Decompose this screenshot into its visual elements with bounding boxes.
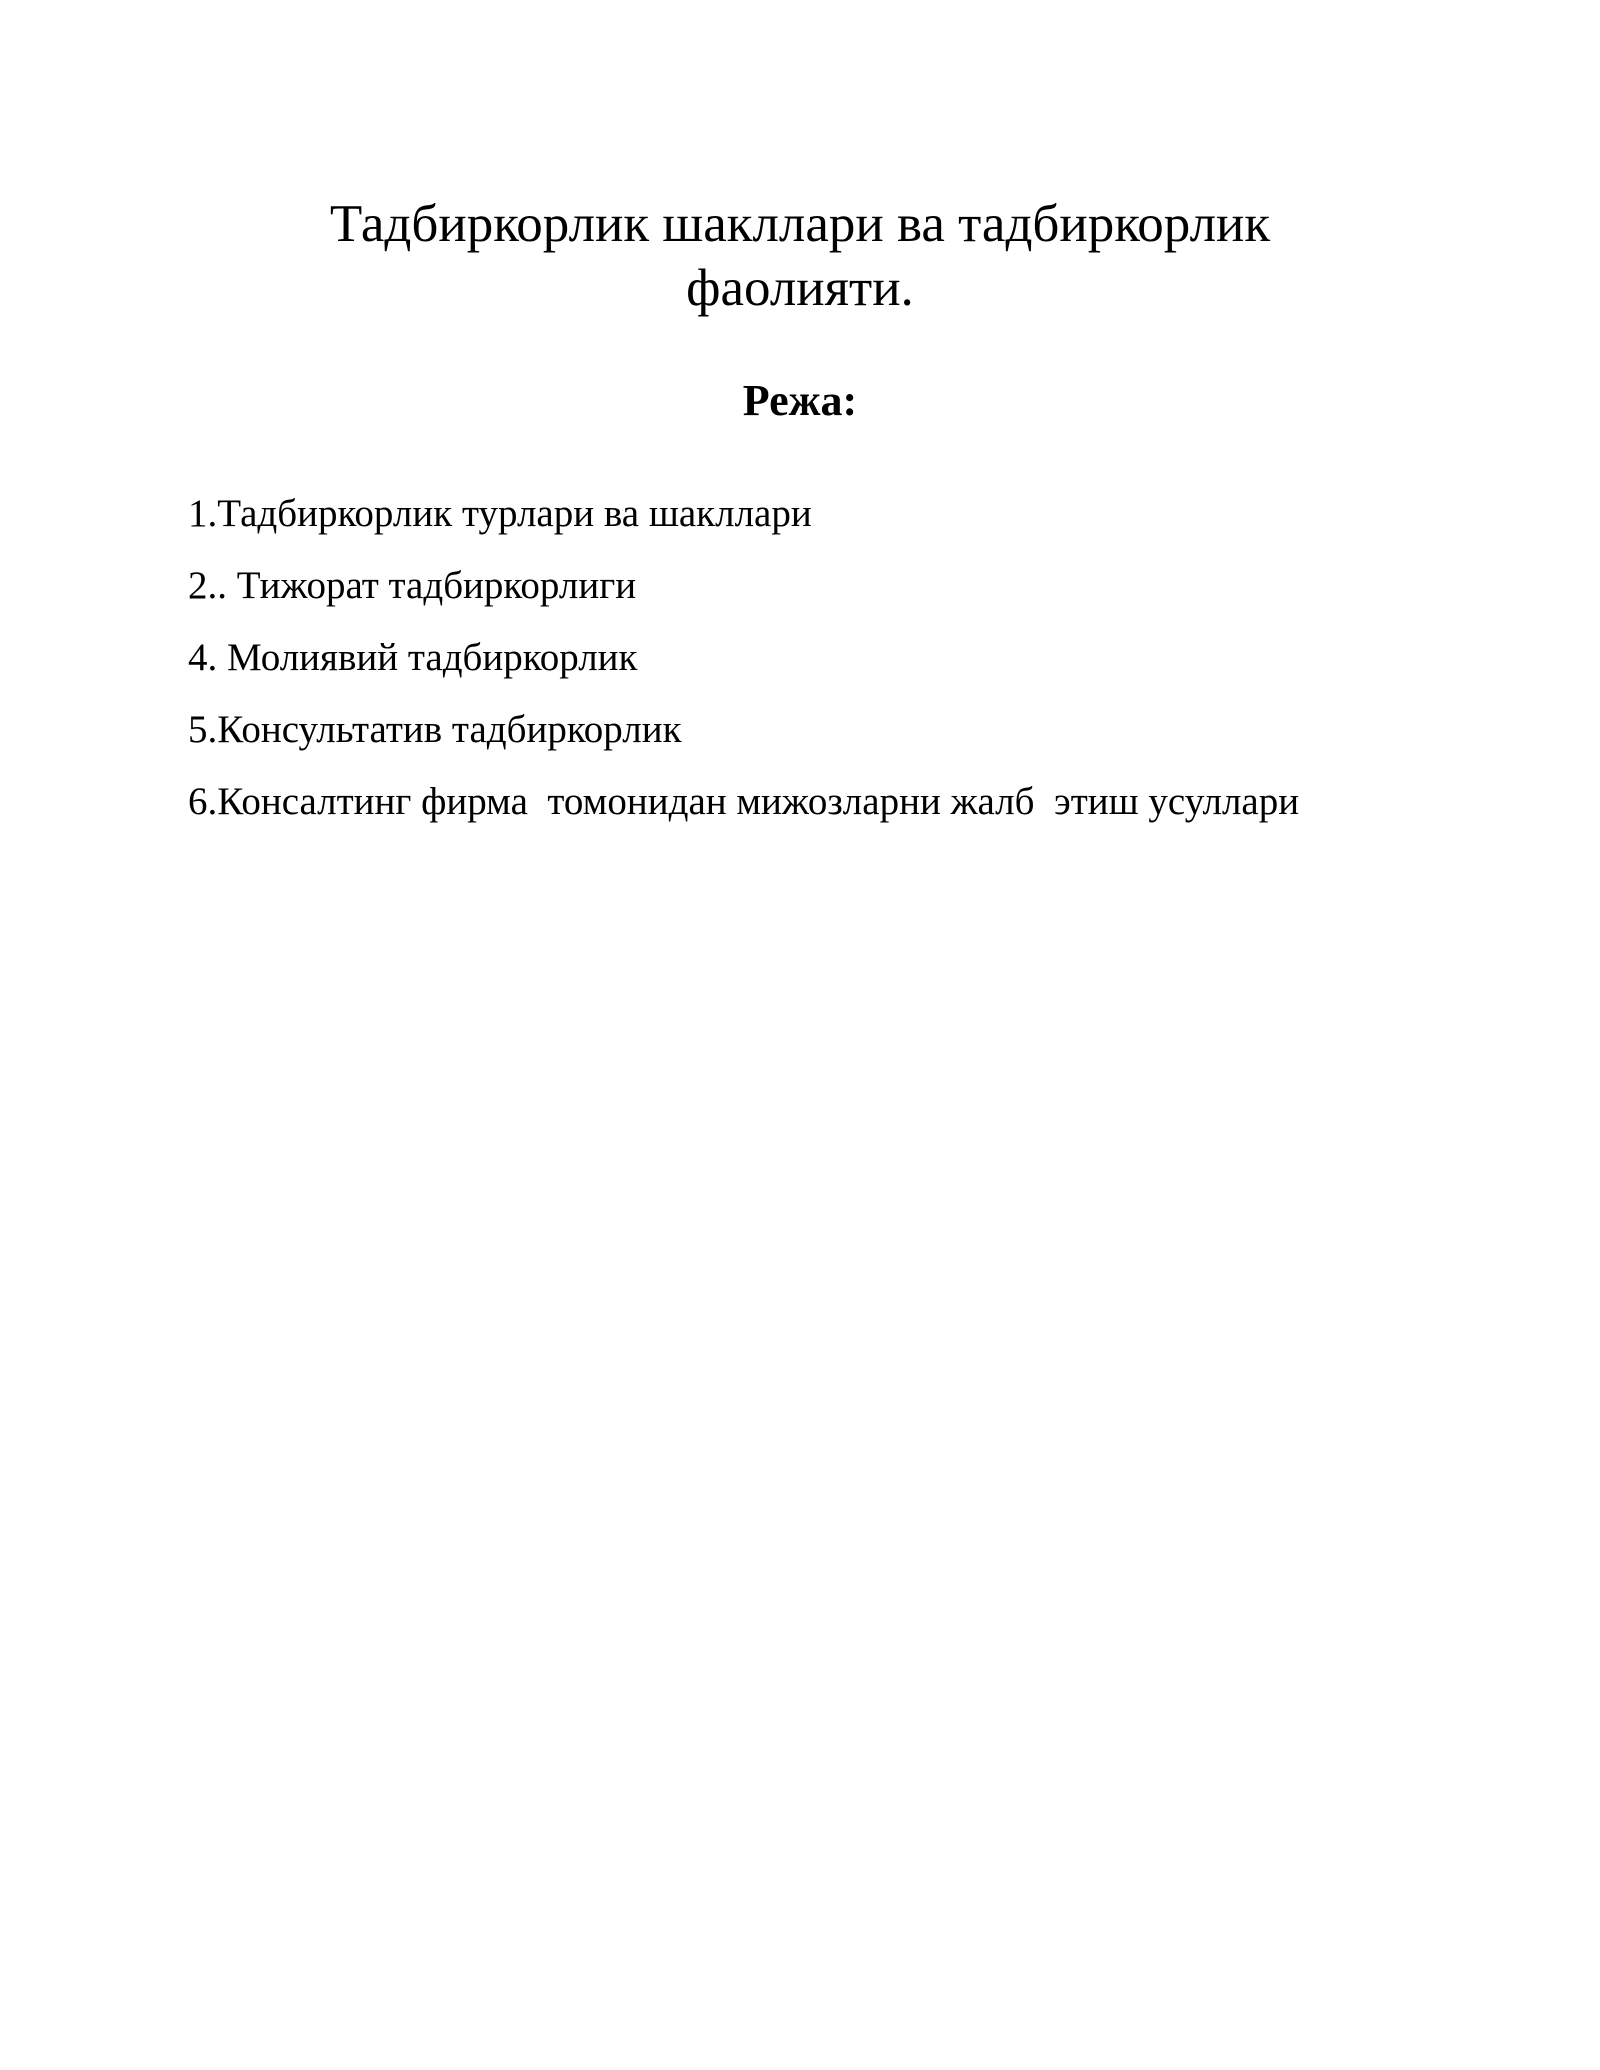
plan-item: 4. Молиявий тадбиркорлик: [188, 636, 638, 679]
plan-item: 1.Тадбиркорлик турлари ва шакллари: [188, 492, 812, 535]
document-title: [200, 192, 1400, 320]
plan-item: 2.. Тижорат тадбиркорлиги: [188, 564, 637, 607]
plan-item: 6.Консалтинг фирма томонидан мижозларни жалб этиш усуллари: [188, 780, 1300, 823]
document-title-line-1: Тадбиркорлик шакллари ва тадбиркорлик: [329, 195, 1271, 253]
plan-list: [188, 490, 1448, 850]
document-title-line-2: фаолияти.: [686, 259, 914, 317]
plan-item: 5.Консультатив тадбиркорлик: [188, 708, 682, 751]
plan-heading: Режа:: [742, 376, 858, 425]
